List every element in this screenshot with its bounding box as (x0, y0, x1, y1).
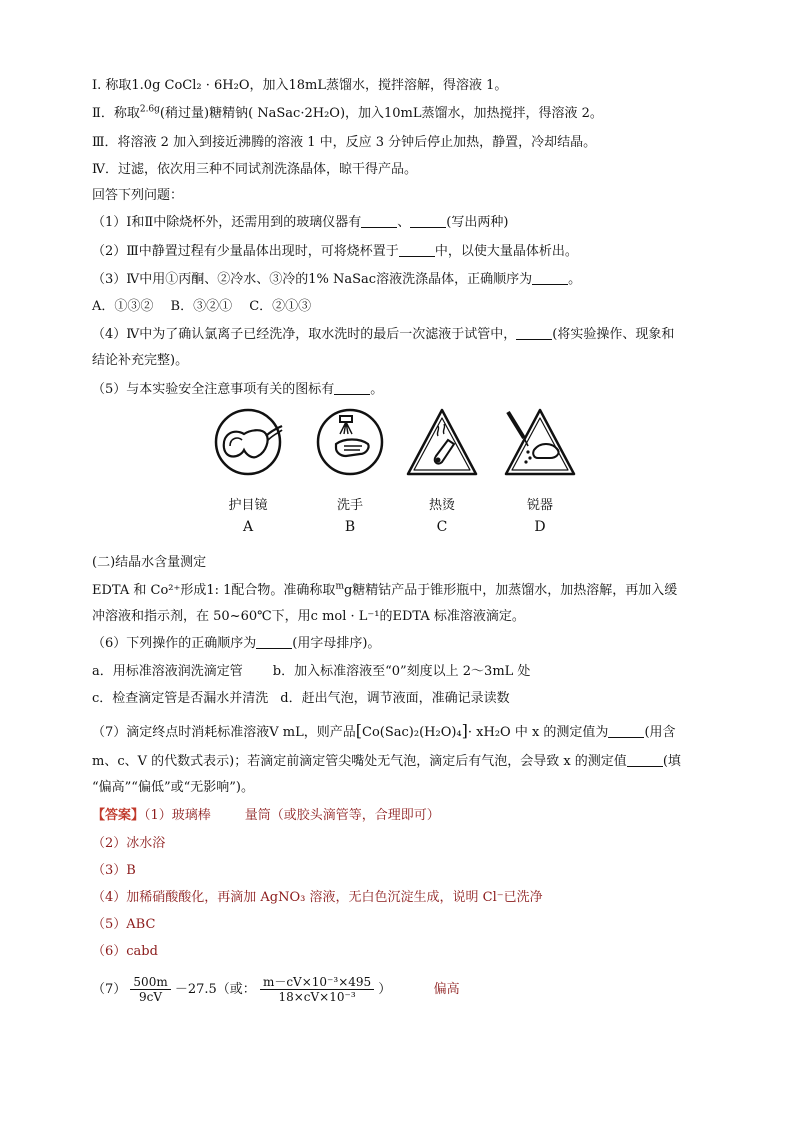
wash-hands-icon (310, 404, 390, 488)
sharp-object-icon (500, 404, 580, 488)
answer-blank[interactable] (516, 326, 552, 340)
question-1-hint: (写出两种) (446, 215, 509, 230)
icon-letter-a: A (242, 519, 254, 535)
question-1-separator: 、 (397, 215, 411, 230)
fraction-numerator: 500m (130, 975, 170, 990)
answer-7-bias: 偏高 (433, 982, 460, 997)
answer-1-part-a: （1）玻璃棒 (144, 808, 211, 823)
question-6-text: （6）下列操作的正确顺序为 (92, 636, 257, 651)
icon-caption-d: 锐器 (526, 498, 553, 513)
answer-7-fraction (130, 975, 170, 1004)
question-3-options: A．①③② B．③②① C．②①③ (92, 299, 312, 314)
question-7-text-b: · xH₂O 中 x 的测定值为 (467, 725, 609, 740)
question-2-text: （2）Ⅲ中静置过程有少量晶体出现时，可将烧杯置于 (92, 244, 399, 259)
question-1-text: （1）Ⅰ和Ⅱ中除烧杯外，还需用到的玻璃仪器有 (92, 215, 362, 230)
icon-letter-c: C (436, 519, 448, 535)
answer-blank[interactable] (399, 243, 435, 257)
question-3-end: 。 (568, 272, 582, 287)
hot-surface-icon (402, 404, 482, 488)
operations-row-2 (92, 690, 510, 708)
answer-6: （6）cabd (92, 944, 158, 959)
answer-1-part-b: 量筒（或胶头滴管等，合理即可） (244, 808, 440, 823)
alt-fraction-numerator: m－cV×10⁻³×495 (260, 975, 374, 990)
answer-7-label: （7） (92, 982, 127, 997)
question-7-text: （7）滴定终点时消耗标准溶液V mL，则产品 (92, 725, 356, 740)
goggles-icon (208, 404, 288, 488)
prompt: 回答下列问题： (92, 188, 184, 203)
question-7-continued (92, 753, 681, 771)
step-2 (92, 105, 603, 123)
question-5 (92, 381, 383, 399)
part2-heading: (二)结晶水含量测定 (92, 555, 207, 570)
part2-p1-text: EDTA 和 Co²⁺形成1: 1配合物。准确称取 (92, 583, 336, 598)
step-4: Ⅳ．过滤，依次用三种不同试剂洗涤晶体，晾干得产品。 (92, 162, 417, 177)
icon-caption-b: 洗手 (336, 498, 363, 513)
operation-c: c．检查滴定管是否漏水并清洗 (92, 691, 269, 706)
step-2-mass: 2.6g (139, 104, 160, 115)
icon-caption-a: 护目镜 (228, 498, 268, 513)
question-7-options: “偏高”“偏低”或“无影响”)。 (92, 780, 254, 795)
fraction-denominator: 9cV (139, 990, 163, 1004)
question-6-hint: (用字母排序)。 (292, 636, 381, 651)
answer-blank[interactable] (334, 381, 370, 395)
question-5-text: （5）与本实验安全注意事项有关的图标有 (92, 382, 335, 397)
answer-blank[interactable] (410, 214, 446, 228)
answer-7-minus: －27.5（或： (174, 982, 256, 997)
answer-2: （2）冰水浴 (92, 836, 166, 851)
answer-7-alt-fraction (260, 975, 374, 1004)
answer-4: （4）加稀硝酸酸化，再滴加 AgNO₃ 溶液，无白色沉淀生成，说明 Cl⁻已洗净 (92, 890, 543, 905)
icon-caption-c: 热烫 (428, 498, 455, 513)
question-7-text-d: m、c、V 的代数式表示)；若滴定前滴定管尖嘴处无气泡，滴定后有气泡，会导致 x 的测定值 (92, 754, 627, 769)
question-5-end: 。 (370, 382, 384, 397)
answer-blank[interactable] (627, 753, 663, 767)
answer-blank[interactable] (361, 214, 397, 228)
part2-paragraph-2: 冲溶液和指示剂，在 50~60℃下，用c mol · L⁻¹的EDTA 标准溶液滴定。 (92, 609, 525, 624)
question-3 (92, 271, 581, 289)
question-2 (92, 243, 578, 261)
operation-a: a．用标准溶液润洗滴定管 (92, 664, 243, 679)
safety-icons-row (208, 404, 608, 534)
answer-blank[interactable] (532, 271, 568, 285)
question-7: （7）滴定终点时消耗标准溶液V mL，则产品[Co(Sac)₂(H₂O)₄]· xH₂O 中 x 的测定值为 (用含 (92, 721, 676, 740)
icon-letter-b: B (344, 519, 356, 535)
part2-p1-text-end: g糖精钴产品于锥形瓶中，加蒸馏水，加热溶解，再加入缓 (343, 583, 678, 598)
question-6 (92, 635, 380, 653)
step-2-label: Ⅱ．称取 (92, 106, 140, 121)
answer-1 (92, 807, 440, 825)
part2-p1-mass-symbol: m (335, 581, 344, 592)
question-2-text-end: 中，以使大量晶体析出。 (434, 244, 578, 259)
answer-tag: 【答案】 (92, 808, 145, 823)
answer-3: （3）B (92, 863, 136, 878)
step-2-text: (稍过量)糖精钠( NaSac·2H₂O)，加入10mL蒸馏水，加热搅拌，得溶液 2。 (159, 106, 603, 121)
alt-fraction-denominator: 18×cV×10⁻³ (278, 990, 356, 1004)
question-1 (92, 214, 508, 232)
product-formula: Co(Sac)₂(H₂O)₄ (362, 725, 462, 740)
answer-5: （5）ABC (92, 917, 156, 932)
answer-7 (92, 970, 460, 1010)
answer-blank[interactable] (608, 724, 644, 738)
question-4 (92, 326, 674, 344)
question-7-text-e: (填 (662, 754, 681, 769)
operation-b: b．加入标准溶液至“0”刻度以上 2～3mL 处 (272, 664, 531, 679)
operations-row-1 (92, 663, 530, 681)
question-4-text: （4）Ⅳ中为了确认氯离子已经洗净，取水洗时的最后一次滤液于试管中， (92, 327, 517, 342)
step-1: Ⅰ. 称取1.0g CoCl₂ · 6H₂O，加入18mL蒸馏水，搅拌溶解，得溶液 1。 (92, 78, 508, 93)
operation-d: d．赶出气泡，调节液面，准确记录读数 (280, 691, 510, 706)
part2-paragraph-1 (92, 582, 677, 600)
question-3-text: （3）Ⅳ中用①丙酮、②冷水、③冷的1% NaSac溶液洗涤晶体，正确顺序为 (92, 272, 533, 287)
question-4-hint: (将实验操作、现象和 (552, 327, 675, 342)
step-3: Ⅲ．将溶液 2 加入到接近沸腾的溶液 1 中，反应 3 分钟后停止加热，静置，冷却结晶。 (92, 135, 597, 150)
icon-letter-d: D (534, 519, 546, 535)
answer-blank[interactable] (256, 635, 292, 649)
question-4-continued: 结论补充完整)。 (92, 353, 189, 368)
question-7-hint: (用含 (644, 725, 676, 740)
answer-7-close: ） (378, 982, 392, 997)
